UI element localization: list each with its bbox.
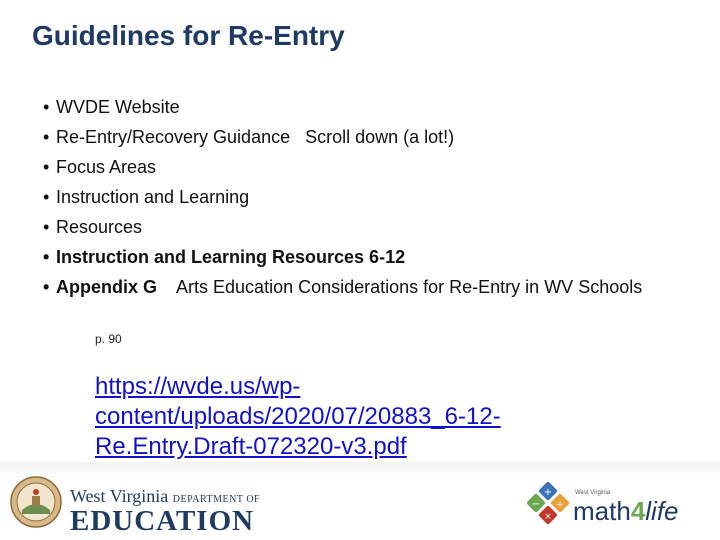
bullet-item: • Resources <box>44 216 684 239</box>
math4life-logo <box>527 482 707 530</box>
appendix-description: Arts Education Considerations for Re-Entry in WV Schools <box>157 277 643 297</box>
footer <box>0 470 720 540</box>
svg-text:−: − <box>531 499 541 510</box>
wvde-logo-line1: West Virginia <box>70 486 169 506</box>
bullet-item: • Re-Entry/Recovery Guidance Scroll down (a lot!) <box>44 126 684 149</box>
m4l-text-life: life <box>645 496 679 526</box>
m4l-text-4: 4 <box>630 496 646 526</box>
svg-text:+: + <box>543 487 553 498</box>
slide-title: Guidelines for Re-Entry <box>32 20 345 51</box>
wvde-logo <box>70 486 260 538</box>
wvde-logo-line2: EDUCATION <box>70 505 255 537</box>
bullet-item: • WVDE Website <box>44 96 684 119</box>
appendix-label: Appendix G <box>56 277 158 297</box>
svg-text:×: × <box>544 512 552 522</box>
m4l-small-text: West Virginia <box>575 490 611 496</box>
wvde-logo-dept: DEPARTMENT OF <box>172 494 261 505</box>
svg-text:math4life <box>573 496 679 526</box>
wv-state-seal-icon <box>10 476 62 528</box>
guidance-pdf-link[interactable]: https://wvde.us/wp-content/uploads/2020/07/20883_6-12-Re.Entry.Draft-072320-v3.pdf <box>95 373 501 460</box>
bullet-list <box>44 96 684 305</box>
m4l-text-math: math <box>573 496 631 526</box>
math-operations-icon <box>527 482 570 525</box>
bullet-item: • Instruction and Learning Resources 6-12 <box>44 246 684 269</box>
page-reference: p. 90 <box>95 332 122 346</box>
bullet-item: • Focus Areas <box>44 156 684 179</box>
bullet-item-appendix <box>44 276 684 298</box>
svg-text:÷: ÷ <box>556 500 564 510</box>
bullet-item: • Instruction and Learning <box>44 186 684 209</box>
